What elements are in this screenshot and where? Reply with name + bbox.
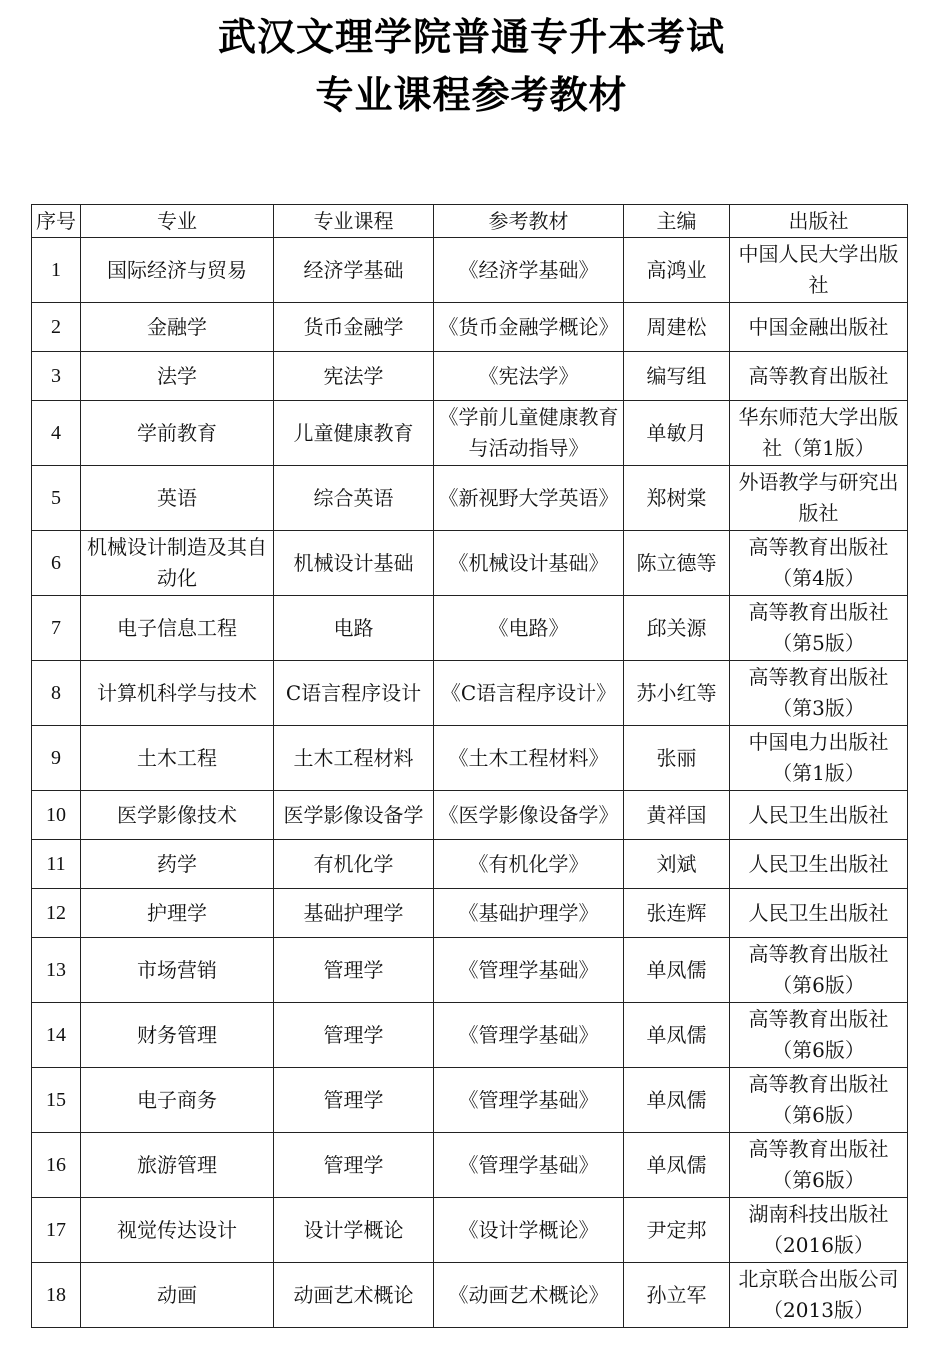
table-row — [32, 1003, 908, 1068]
cell-textbook: 《经济学基础》 — [434, 238, 624, 303]
cell-editor: 单凤儒 — [624, 1068, 730, 1133]
cell-publisher: 人民卫生出版社 — [730, 889, 908, 938]
document-title — [0, 8, 943, 124]
cell-publisher: 外语教学与研究出版社 — [730, 466, 908, 531]
cell-major: 视觉传达设计 — [81, 1198, 274, 1263]
cell-editor: 邱关源 — [624, 596, 730, 661]
cell-publisher: 高等教育出版社（第6版） — [730, 1003, 908, 1068]
cell-textbook: 《土木工程材料》 — [434, 726, 624, 791]
cell-major: 医学影像技术 — [81, 791, 274, 840]
cell-major: 学前教育 — [81, 401, 274, 466]
cell-serial: 18 — [32, 1263, 81, 1328]
cell-textbook: 《管理学基础》 — [434, 1133, 624, 1198]
cell-editor: 单敏月 — [624, 401, 730, 466]
table-row — [32, 1198, 908, 1263]
cell-publisher: 中国人民大学出版社 — [730, 238, 908, 303]
cell-publisher: 湖南科技出版社（2016版） — [730, 1198, 908, 1263]
cell-publisher: 高等教育出版社（第6版） — [730, 1133, 908, 1198]
table-row — [32, 1263, 908, 1328]
table-row — [32, 531, 908, 596]
cell-course: 货币金融学 — [274, 303, 434, 352]
table-row — [32, 466, 908, 531]
cell-course: 管理学 — [274, 1133, 434, 1198]
cell-course: 儿童健康教育 — [274, 401, 434, 466]
cell-serial: 16 — [32, 1133, 81, 1198]
cell-editor: 单凤儒 — [624, 938, 730, 1003]
cell-publisher: 高等教育出版社（第6版） — [730, 938, 908, 1003]
cell-course: 动画艺术概论 — [274, 1263, 434, 1328]
cell-serial: 13 — [32, 938, 81, 1003]
cell-major: 财务管理 — [81, 1003, 274, 1068]
cell-serial: 2 — [32, 303, 81, 352]
cell-textbook: 《医学影像设备学》 — [434, 791, 624, 840]
cell-textbook: 《C语言程序设计》 — [434, 661, 624, 726]
cell-serial: 15 — [32, 1068, 81, 1133]
table-row — [32, 596, 908, 661]
cell-major: 旅游管理 — [81, 1133, 274, 1198]
cell-textbook: 《机械设计基础》 — [434, 531, 624, 596]
cell-textbook: 《宪法学》 — [434, 352, 624, 401]
cell-course: 管理学 — [274, 1003, 434, 1068]
cell-serial: 4 — [32, 401, 81, 466]
cell-textbook: 《管理学基础》 — [434, 938, 624, 1003]
cell-textbook: 《管理学基础》 — [434, 1068, 624, 1133]
cell-serial: 6 — [32, 531, 81, 596]
header-course: 专业课程 — [274, 205, 434, 238]
cell-course: 有机化学 — [274, 840, 434, 889]
cell-serial: 14 — [32, 1003, 81, 1068]
header-editor: 主编 — [624, 205, 730, 238]
cell-course: 设计学概论 — [274, 1198, 434, 1263]
cell-major: 计算机科学与技术 — [81, 661, 274, 726]
cell-publisher: 高等教育出版社 — [730, 352, 908, 401]
cell-editor: 黄祥国 — [624, 791, 730, 840]
cell-serial: 8 — [32, 661, 81, 726]
table-row — [32, 791, 908, 840]
cell-major: 金融学 — [81, 303, 274, 352]
cell-course: 经济学基础 — [274, 238, 434, 303]
table-row — [32, 238, 908, 303]
cell-textbook: 《学前儿童健康教育与活动指导》 — [434, 401, 624, 466]
cell-textbook: 《管理学基础》 — [434, 1003, 624, 1068]
cell-editor: 郑树棠 — [624, 466, 730, 531]
table-row — [32, 303, 908, 352]
cell-publisher: 北京联合出版公司（2013版） — [730, 1263, 908, 1328]
cell-publisher: 高等教育出版社（第5版） — [730, 596, 908, 661]
cell-serial: 1 — [32, 238, 81, 303]
cell-serial: 17 — [32, 1198, 81, 1263]
cell-major: 电子商务 — [81, 1068, 274, 1133]
cell-course: 管理学 — [274, 938, 434, 1003]
cell-major: 机械设计制造及其自动化 — [81, 531, 274, 596]
table-row — [32, 938, 908, 1003]
cell-major: 动画 — [81, 1263, 274, 1328]
cell-publisher: 高等教育出版社（第4版） — [730, 531, 908, 596]
cell-serial: 7 — [32, 596, 81, 661]
table-row — [32, 661, 908, 726]
cell-textbook: 《设计学概论》 — [434, 1198, 624, 1263]
table-row — [32, 1068, 908, 1133]
cell-major: 药学 — [81, 840, 274, 889]
cell-serial: 5 — [32, 466, 81, 531]
cell-publisher: 中国金融出版社 — [730, 303, 908, 352]
cell-editor: 周建松 — [624, 303, 730, 352]
table-row — [32, 726, 908, 791]
cell-serial: 10 — [32, 791, 81, 840]
cell-textbook: 《动画艺术概论》 — [434, 1263, 624, 1328]
title-line-1: 武汉文理学院普通专升本考试 — [217, 15, 725, 59]
cell-major: 国际经济与贸易 — [81, 238, 274, 303]
cell-course: 土木工程材料 — [274, 726, 434, 791]
cell-serial: 12 — [32, 889, 81, 938]
cell-major: 电子信息工程 — [81, 596, 274, 661]
cell-publisher: 华东师范大学出版社（第1版） — [730, 401, 908, 466]
cell-course: C语言程序设计 — [274, 661, 434, 726]
title-line-2: 专业课程参考教材 — [315, 73, 628, 117]
cell-editor: 单凤儒 — [624, 1133, 730, 1198]
cell-editor: 张连辉 — [624, 889, 730, 938]
cell-major: 土木工程 — [81, 726, 274, 791]
cell-publisher: 高等教育出版社（第6版） — [730, 1068, 908, 1133]
cell-serial: 3 — [32, 352, 81, 401]
cell-course: 医学影像设备学 — [274, 791, 434, 840]
cell-editor: 陈立德等 — [624, 531, 730, 596]
cell-serial: 9 — [32, 726, 81, 791]
cell-editor: 苏小红等 — [624, 661, 730, 726]
cell-major: 护理学 — [81, 889, 274, 938]
cell-course: 机械设计基础 — [274, 531, 434, 596]
cell-course: 宪法学 — [274, 352, 434, 401]
header-serial: 序号 — [32, 205, 81, 238]
cell-publisher: 人民卫生出版社 — [730, 840, 908, 889]
header-major: 专业 — [81, 205, 274, 238]
table-row — [32, 1133, 908, 1198]
cell-textbook: 《货币金融学概论》 — [434, 303, 624, 352]
cell-publisher: 人民卫生出版社 — [730, 791, 908, 840]
cell-publisher: 中国电力出版社（第1版） — [730, 726, 908, 791]
cell-major: 法学 — [81, 352, 274, 401]
table-row — [32, 352, 908, 401]
table-header-row — [32, 205, 908, 238]
cell-major: 市场营销 — [81, 938, 274, 1003]
table-row — [32, 840, 908, 889]
cell-serial: 11 — [32, 840, 81, 889]
cell-course: 基础护理学 — [274, 889, 434, 938]
cell-editor: 张丽 — [624, 726, 730, 791]
cell-editor: 孙立军 — [624, 1263, 730, 1328]
cell-textbook: 《新视野大学英语》 — [434, 466, 624, 531]
cell-editor: 编写组 — [624, 352, 730, 401]
cell-major: 英语 — [81, 466, 274, 531]
cell-textbook: 《电路》 — [434, 596, 624, 661]
cell-textbook: 《有机化学》 — [434, 840, 624, 889]
cell-course: 电路 — [274, 596, 434, 661]
table-row — [32, 401, 908, 466]
cell-editor: 刘斌 — [624, 840, 730, 889]
header-textbook: 参考教材 — [434, 205, 624, 238]
cell-editor: 高鸿业 — [624, 238, 730, 303]
cell-publisher: 高等教育出版社（第3版） — [730, 661, 908, 726]
cell-editor: 尹定邦 — [624, 1198, 730, 1263]
table-row — [32, 889, 908, 938]
cell-course: 管理学 — [274, 1068, 434, 1133]
textbook-table — [31, 204, 908, 1328]
cell-course: 综合英语 — [274, 466, 434, 531]
cell-editor: 单凤儒 — [624, 1003, 730, 1068]
header-publisher: 出版社 — [730, 205, 908, 238]
cell-textbook: 《基础护理学》 — [434, 889, 624, 938]
